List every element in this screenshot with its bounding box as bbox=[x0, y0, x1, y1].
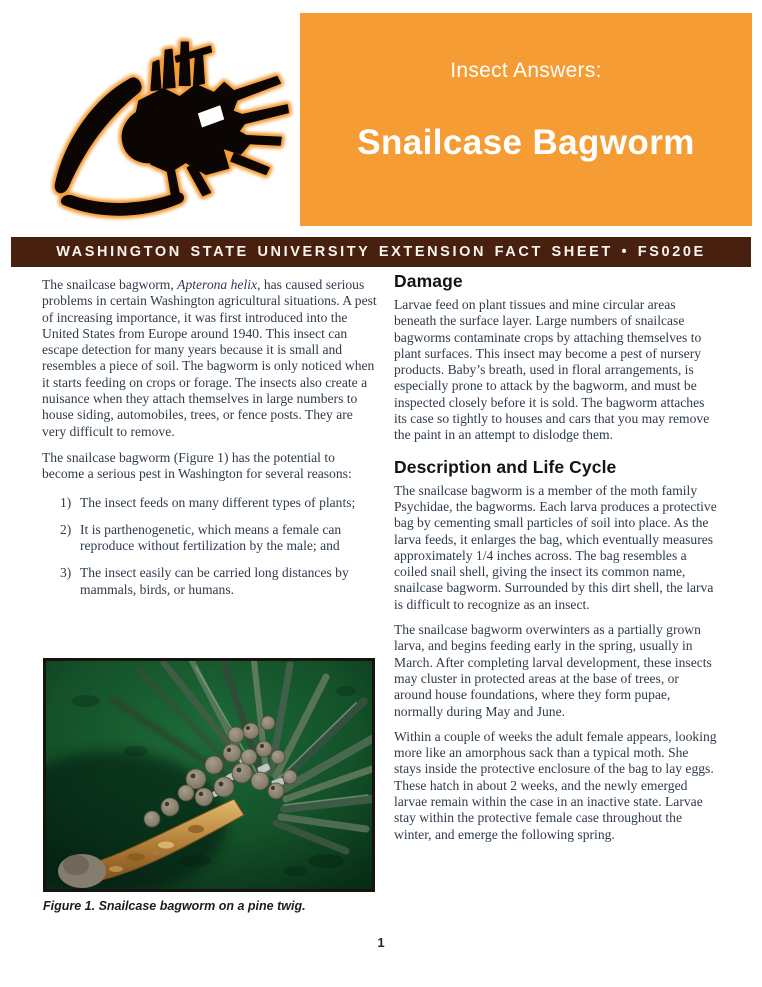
banner-text: WASHINGTON STATE UNIVERSITY EXTENSION FACT SHEET • FS020E bbox=[56, 244, 706, 260]
list-item bbox=[60, 495, 380, 511]
section-heading-damage: Damage bbox=[394, 271, 463, 291]
extension-banner bbox=[11, 237, 751, 267]
description-paragraph-2: The snailcase bagworm overwinters as a partially grown larva, and begins feeding early in the spring, usually in March. After completing larval development, these insects may cluster in protected areas at the base of trees, or around house foundations, where they form pupae, normally during May and June. bbox=[394, 622, 712, 719]
page-title: Snailcase Bagworm bbox=[357, 123, 695, 162]
bagworm-photo bbox=[43, 658, 375, 892]
figure-1 bbox=[43, 658, 375, 913]
title-block bbox=[300, 13, 752, 226]
list-item-text: It is parthenogenetic, which means a female can reproduce without fertilization by the male; and bbox=[80, 521, 342, 554]
right-column bbox=[394, 271, 717, 852]
reasons-list bbox=[42, 495, 380, 598]
list-item-text: The insect feeds on many different types of plants; bbox=[80, 494, 356, 510]
insect-brush-logo-icon bbox=[26, 32, 294, 224]
damage-paragraph: Larvae feed on plant tissues and mine circular areas beneath the surface layer. Large numbers of snailcase bagworms contaminate crops by attaching themselves to plant surfaces. This insect may become a pest of nursery products. Baby’s breath, used in floral arrangements, is especially prone to attack by the bagworm, and must be inspected closely before it is sold. The bagworm attaches its case so tightly to houses and cars that you may remove the paint in an attempt to dislodge them. bbox=[394, 297, 710, 443]
left-column bbox=[42, 271, 380, 609]
list-item-number: 2) bbox=[60, 521, 72, 537]
list-item-number: 3) bbox=[60, 565, 72, 581]
list-item bbox=[60, 522, 380, 555]
list-item bbox=[60, 565, 380, 598]
description-paragraph-1: The snailcase bagworm is a member of the moth family Psychidae, the bagworms. Each larva produces a protective bag by cementing small particles of soil into place. As the larva feeds, it enlarges the bag, which eventually measures approximately 1/4 inches across. The bag resembles a coiled snail shell, giving the insect its common name, snailcase bagworm. Surrounded by this dirt shell, the larva is difficult to recognize as an insect. bbox=[394, 482, 717, 612]
description-paragraph-3: Within a couple of weeks the adult female appears, looking more like an amorphous sack than a typical moth. She stays inside the protective enclosure of the bag to lay eggs. These hatch in about 2 weeks, and the newly emerged larvae remain within the case in an inactive state. Larvae stay within the protective female case throughout the winter, and emerge the following spring. bbox=[394, 728, 717, 842]
potential-paragraph: The snailcase bagworm (Figure 1) has the potential to become a serious pest in Washington for several reasons: bbox=[42, 449, 352, 482]
list-item-number: 1) bbox=[60, 494, 72, 510]
intro-paragraph: The snailcase bagworm, Apterona helix, has caused serious problems in certain Washington agricultural situations. A pest of increasing importance, it was first introduced into the United States from Europe around 1940. This insect can escape detection for many years because it is small and resembles a piece of soil. The bagworm is only noticed when it starts feeding on crops or forage. The insects also create a nuisance when they attach themselves in large numbers to house siding, automobiles, trees, or fence posts. They are very difficult to remove. bbox=[42, 277, 377, 439]
list-item-text: The insect easily can be carried long distances by mammals, birds, or humans. bbox=[80, 565, 349, 597]
figure-caption: Figure 1. Snailcase bagworm on a pine twig. bbox=[43, 899, 306, 913]
series-kicker: Insect Answers: bbox=[450, 59, 602, 82]
section-heading-description: Description and Life Cycle bbox=[394, 456, 617, 477]
species-name: Apterona helix bbox=[177, 277, 258, 292]
page-number: 1 bbox=[377, 935, 385, 950]
